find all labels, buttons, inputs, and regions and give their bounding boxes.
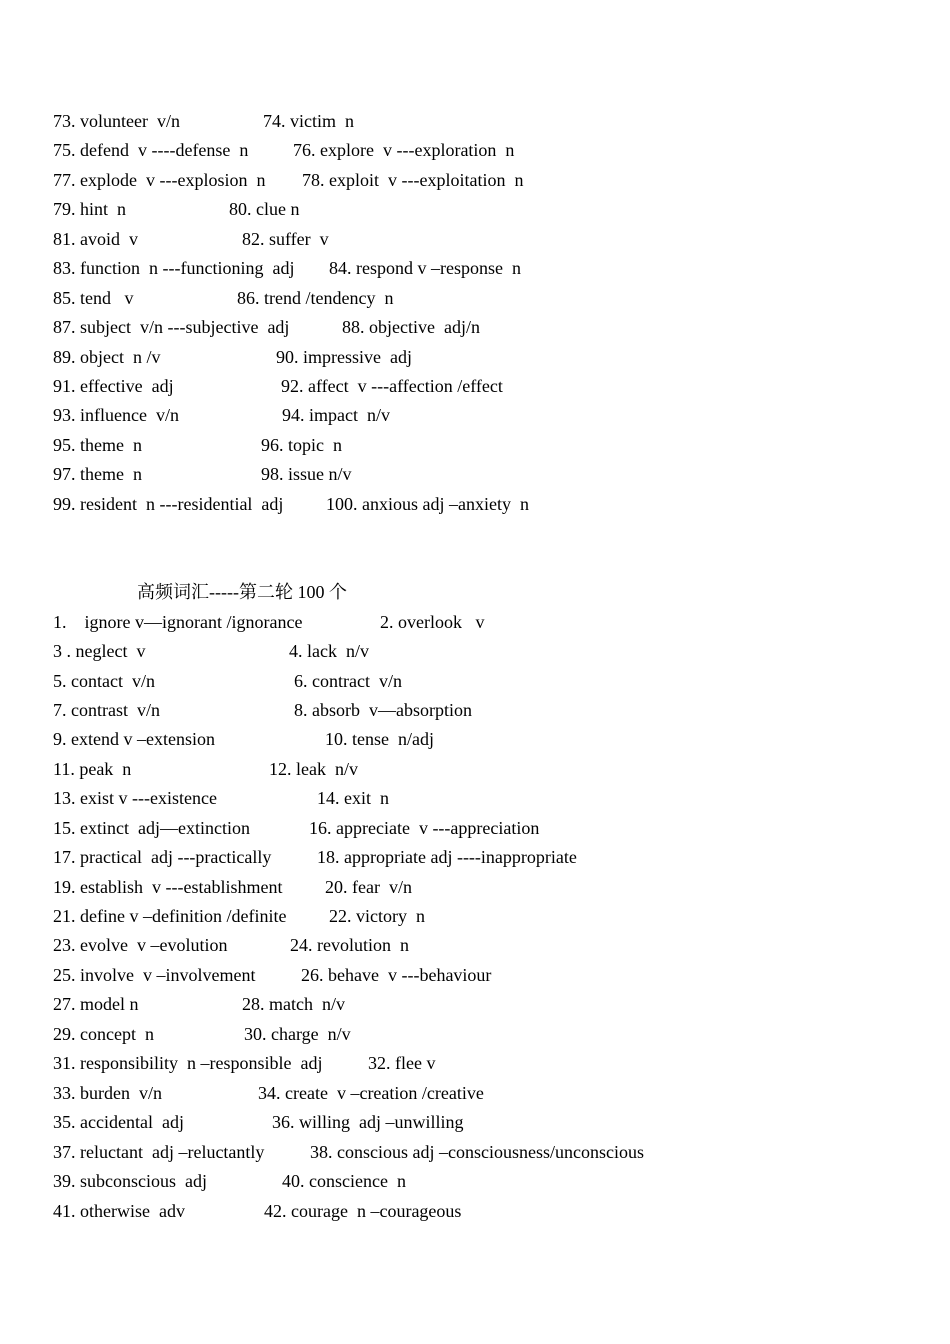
vocab-entry-right: 30. charge n/v (244, 1024, 351, 1044)
vocab-entry-left: 73. volunteer v/n (53, 111, 180, 131)
vocab-entry-left: 15. extinct adj—extinction (53, 818, 250, 838)
vocab-entry-left: 85. tend v (53, 288, 134, 308)
vocab-entry-right: 42. courage n –courageous (264, 1201, 462, 1221)
vocab-entry-left: 87. subject v/n ---subjective adj (53, 317, 290, 337)
vocab-entry-left: 41. otherwise adv (53, 1201, 185, 1221)
vocab-entry-right: 88. objective adj/n (342, 317, 480, 337)
vocab-entry-right: 96. topic n (261, 435, 342, 455)
vocab-entry-right: 94. impact n/v (282, 405, 390, 425)
vocab-entry-right: 90. impressive adj (276, 347, 412, 367)
vocab-entry-right: 18. appropriate adj ----inappropriate (317, 847, 577, 867)
vocab-entry-left: 27. model n (53, 994, 139, 1014)
vocab-entry-left: 13. exist v ---existence (53, 788, 217, 808)
vocab-entry-right: 38. conscious adj –consciousness/unconscious (310, 1142, 644, 1162)
vocab-entry-right: 12. leak n/v (269, 759, 358, 779)
vocab-entry-left: 23. evolve v –evolution (53, 935, 228, 955)
vocab-entry-right: 86. trend /tendency n (237, 288, 394, 308)
vocab-entry-right: 14. exit n (317, 788, 389, 808)
vocab-entry-left: 25. involve v –involvement (53, 965, 256, 985)
vocab-entry-right: 6. contract v/n (294, 671, 402, 691)
vocab-entry-left: 83. function n ---functioning adj (53, 258, 295, 278)
vocab-entry-left: 39. subconscious adj (53, 1171, 207, 1191)
vocab-entry-right: 76. explore v ---exploration n (293, 140, 515, 160)
vocab-entry-right: 80. clue n (229, 199, 300, 219)
vocab-entry-left: 79. hint n (53, 199, 127, 219)
vocab-entry-left: 93. influence v/n (53, 405, 179, 425)
vocab-entry-left: 19. establish v ---establishment (53, 877, 283, 897)
vocab-entry-right: 20. fear v/n (325, 877, 412, 897)
vocab-entry-left: 11. peak n (53, 759, 132, 779)
vocab-entry-left: 97. theme n (53, 464, 142, 484)
vocab-entry-right: 78. exploit v ---exploitation n (302, 170, 524, 190)
vocab-entry-left: 35. accidental adj (53, 1112, 184, 1132)
vocab-entry-right: 8. absorb v—absorption (294, 700, 472, 720)
vocab-entry-right: 16. appreciate v ---appreciation (309, 818, 540, 838)
vocab-entry-right: 26. behave v ---behaviour (301, 965, 492, 985)
vocab-entry-left: 17. practical adj ---practically (53, 847, 272, 867)
vocab-entry-right: 34. create v –creation /creative (258, 1083, 484, 1103)
vocab-entry-right: 98. issue n/v (261, 464, 352, 484)
vocab-entry-right: 84. respond v –response n (329, 258, 521, 278)
vocab-entry-right: 28. match n/v (242, 994, 345, 1014)
vocab-entry-left: 81. avoid v (53, 229, 138, 249)
vocab-entry-left: 3 . neglect v (53, 641, 146, 661)
vocab-entry-right: 36. willing adj –unwilling (272, 1112, 464, 1132)
section-heading: 高频词汇-----第二轮 100 个 (137, 582, 347, 602)
vocab-entry-right: 82. suffer v (242, 229, 329, 249)
vocab-entry-right: 100. anxious adj –anxiety n (326, 494, 529, 514)
vocab-entry-left: 99. resident n ---residential adj (53, 494, 284, 514)
vocab-entry-right: 2. overlook v (380, 612, 485, 632)
vocab-entry-left: 89. object n /v (53, 347, 161, 367)
vocab-entry-right: 10. tense n/adj (325, 729, 434, 749)
vocab-entry-left: 7. contrast v/n (53, 700, 160, 720)
vocab-entry-left: 31. responsibility n –responsible adj (53, 1053, 323, 1073)
vocab-entry-left: 33. burden v/n (53, 1083, 162, 1103)
vocab-entry-left: 29. concept n (53, 1024, 154, 1044)
vocab-entry-left: 77. explode v ---explosion n (53, 170, 266, 190)
vocab-entry-left: 21. define v –definition /definite (53, 906, 287, 926)
vocab-entry-left: 91. effective adj (53, 376, 174, 396)
vocab-entry-right: 40. conscience n (282, 1171, 406, 1191)
vocab-entry-left: 1. ignore v—ignorant /ignorance (53, 612, 303, 632)
vocab-entry-right: 92. affect v ---affection /effect (281, 376, 503, 396)
vocab-entry-right: 74. victim n (263, 111, 354, 131)
vocab-entry-left: 5. contact v/n (53, 671, 155, 691)
vocab-entry-left: 37. reluctant adj –reluctantly (53, 1142, 265, 1162)
vocab-entry-right: 24. revolution n (290, 935, 409, 955)
vocab-entry-right: 4. lack n/v (289, 641, 369, 661)
vocab-entry-left: 9. extend v –extension (53, 729, 215, 749)
vocab-entry-right: 22. victory n (329, 906, 425, 926)
vocab-entry-right: 32. flee v (368, 1053, 436, 1073)
vocab-entry-left: 75. defend v ----defense n (53, 140, 249, 160)
vocab-entry-left: 95. theme n (53, 435, 142, 455)
